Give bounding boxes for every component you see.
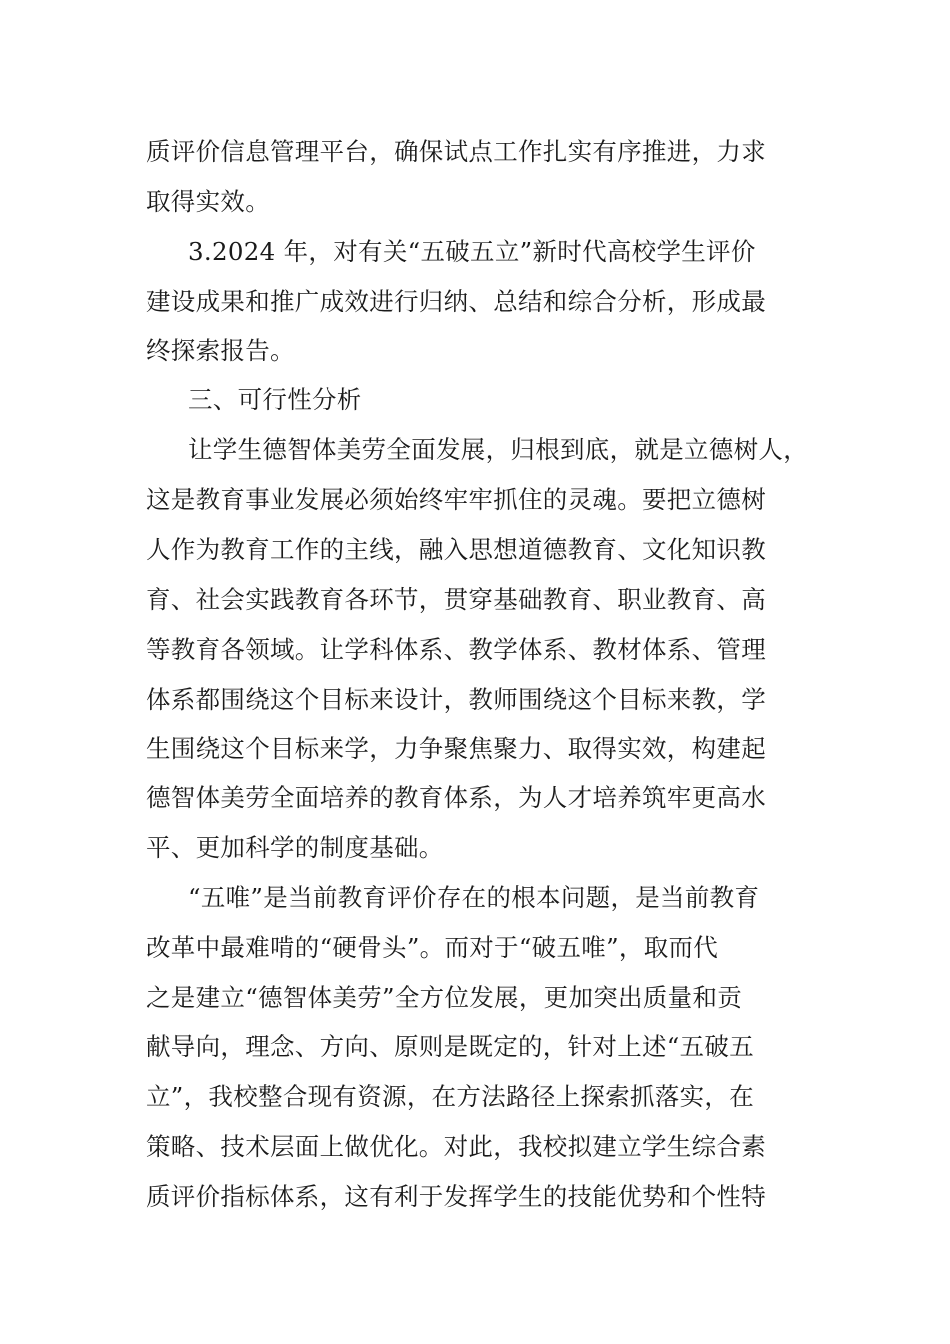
paragraph-line: 这是教育事业发展必须始终牢牢抓住的灵魂。要把立德树: [146, 485, 766, 514]
paragraph-line: 体系都围绕这个目标来设计，教师围绕这个目标来教，学: [146, 685, 766, 714]
paragraph-line: 立”，我校整合现有资源，在方法路径上探索抓落实，在: [146, 1082, 755, 1111]
paragraph-line: 策略、技术层面上做优化。对此，我校拟建立学生综合素: [146, 1132, 766, 1161]
paragraph-line: 育、社会实践教育各环节，贯穿基础教育、职业教育、高: [146, 585, 766, 614]
paragraph-line: 质评价指标体系，这有利于发挥学生的技能优势和个性特: [146, 1182, 766, 1211]
paragraph-line: 之是建立“德智体美劳”全方位发展，更加突出质量和贡: [146, 983, 743, 1012]
paragraph-line: “五唯”是当前教育评价存在的根本问题，是当前教育: [188, 883, 760, 912]
paragraph-line: 3.2024 年，对有关“五破五立”新时代高校学生评价: [188, 237, 756, 266]
paragraph-line: 让学生德智体美劳全面发展，归根到底，就是立德树人，: [188, 435, 808, 464]
paragraph-line: 等教育各领域。让学科体系、教学体系、教材体系、管理: [146, 635, 766, 664]
paragraph-line: 取得实效。: [146, 187, 270, 216]
paragraph-line: 平、更加科学的制度基础。: [146, 833, 444, 862]
paragraph-line: 质评价信息管理平台，确保试点工作扎实有序推进，力求: [146, 137, 766, 166]
paragraph-line: 献导向，理念、方向、原则是既定的，针对上述“五破五: [146, 1032, 755, 1061]
paragraph-line: 德智体美劳全面培养的教育体系，为人才培养筑牢更高水: [146, 783, 766, 812]
paragraph-line: 改革中最难啃的“硬骨头”。而对于“破五唯”，取而代: [146, 933, 719, 962]
paragraph-line: 终探索报告。: [146, 336, 295, 365]
paragraph-line: 人作为教育工作的主线，融入思想道德教育、文化知识教: [146, 535, 766, 564]
paragraph-line: 生围绕这个目标来学，力争聚焦聚力、取得实效，构建起: [146, 734, 766, 763]
paragraph-line: 建设成果和推广成效进行归纳、总结和综合分析，形成最: [146, 287, 766, 316]
section-heading: 三、可行性分析: [188, 385, 362, 414]
